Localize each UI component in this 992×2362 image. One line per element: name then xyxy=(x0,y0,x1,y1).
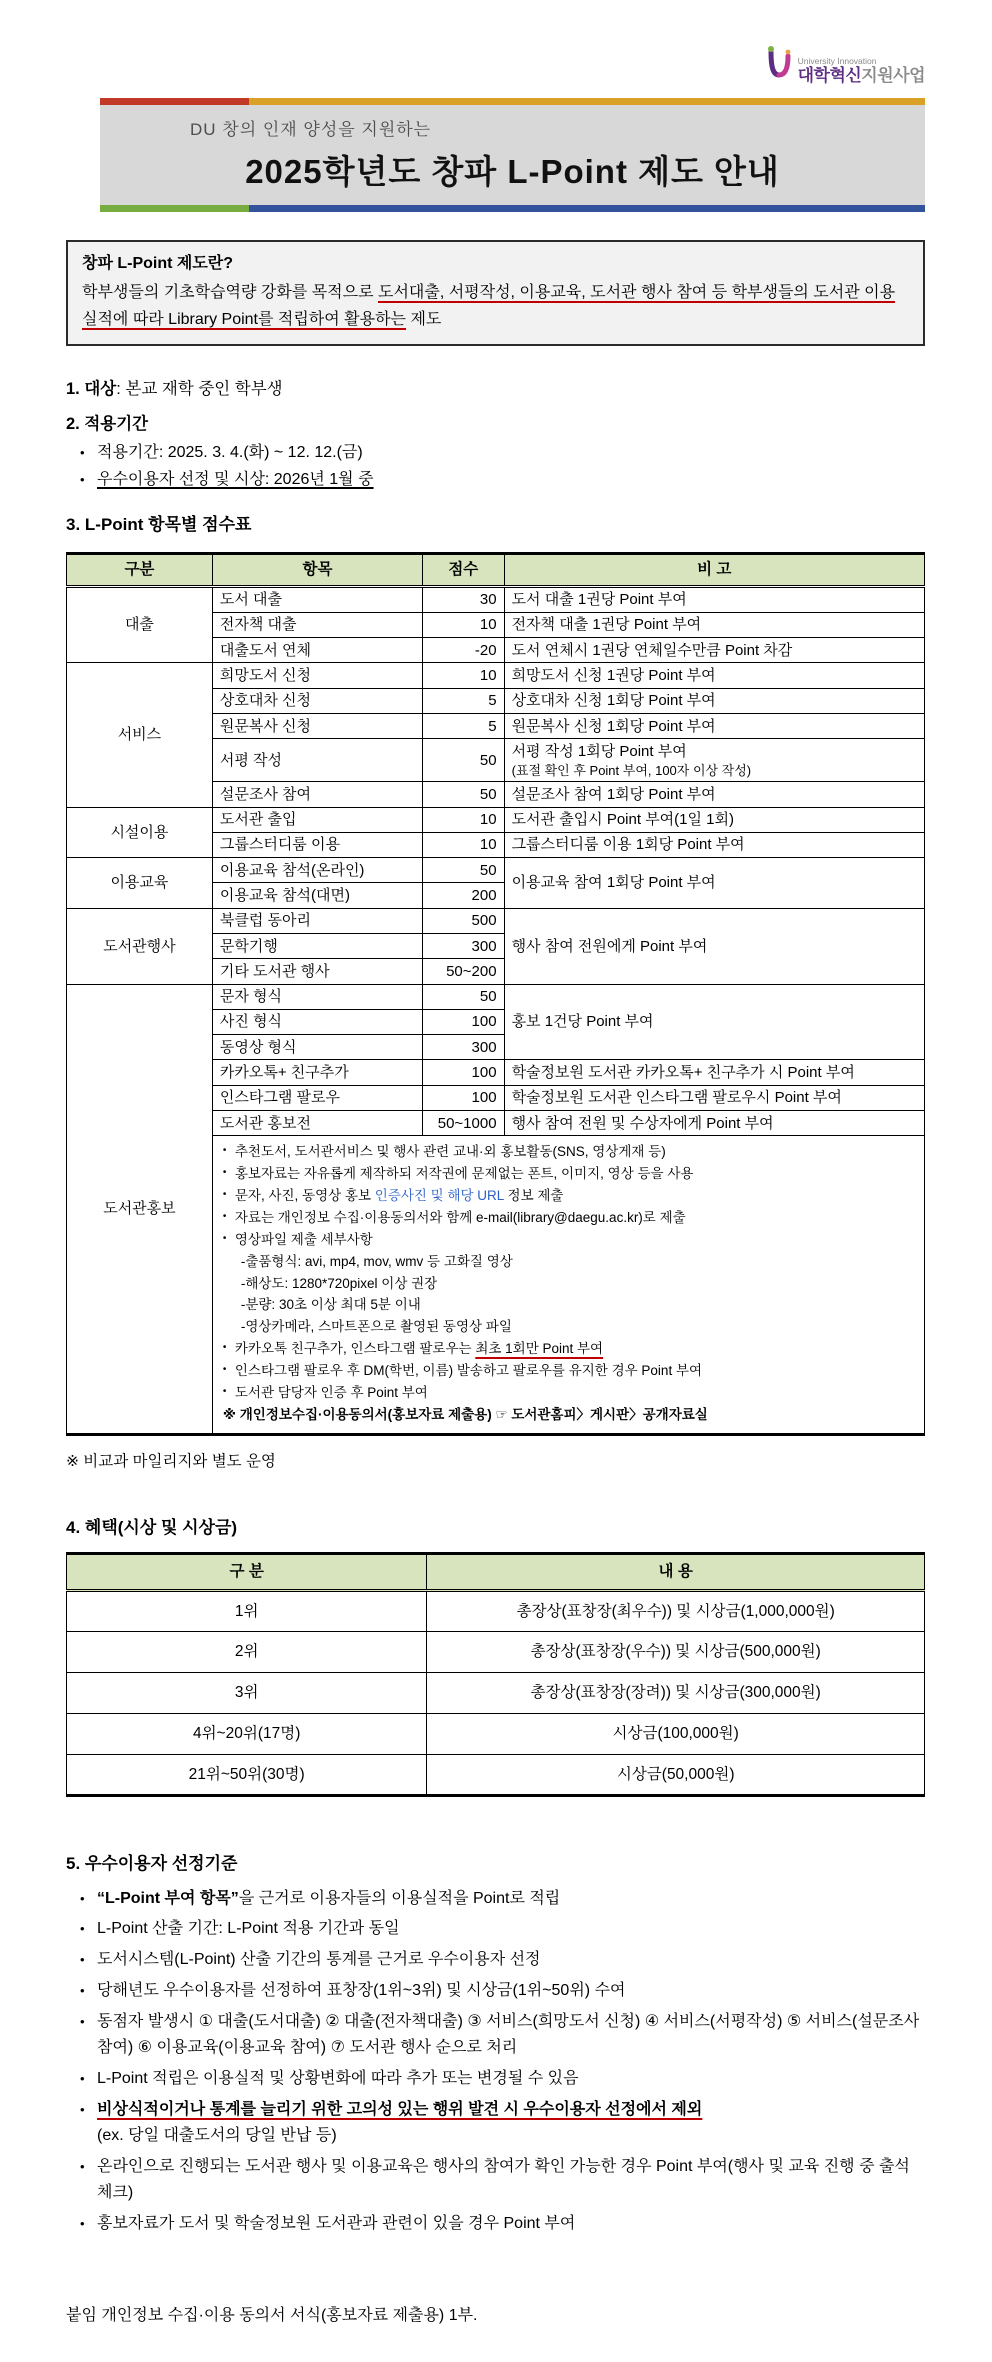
cell-score: 30 xyxy=(423,586,505,612)
cell-score: 50~200 xyxy=(423,959,505,984)
cell-score: 500 xyxy=(423,908,505,933)
bullet-text: 당해년도 우수이용자를 선정하여 표창장(1위~3위) 및 시상금(1위~50위) 수여 xyxy=(97,1982,626,2000)
cell-rank: 2위 xyxy=(67,1632,427,1673)
note-line xyxy=(223,1360,916,1382)
note-text xyxy=(235,1185,564,1207)
bullet-criteria xyxy=(80,2154,925,2206)
bullet-criteria xyxy=(80,2009,925,2061)
bullet-criteria-exclusion xyxy=(80,2097,925,2149)
cell-content: 총장상(표창장(최우수)) 및 시상금(1,000,000원) xyxy=(427,1591,925,1632)
cell-score: 50 xyxy=(423,739,505,782)
table-row xyxy=(67,984,925,1009)
col-header-score: 점수 xyxy=(423,553,505,586)
cell-content: 총장상(표창장(우수)) 및 시상금(500,000원) xyxy=(427,1632,925,1673)
cell-score: 300 xyxy=(423,934,505,959)
cell-score: 10 xyxy=(423,663,505,688)
benefits-table xyxy=(66,1552,925,1797)
cell-item: 문자 형식 xyxy=(212,984,422,1009)
section4-heading: 4. 혜택(시상 및 시상금) xyxy=(66,1517,238,1537)
bullet-criteria xyxy=(80,1916,925,1942)
attachment-note: 붙임 개인정보 수집·이용 동의서 서식(홍보자료 제출용) 1부. xyxy=(66,2307,478,2325)
note-line xyxy=(223,1207,916,1229)
note-subline: -분량: 30초 이상 최대 5분 이내 xyxy=(240,1297,421,1313)
bullet-icon: • xyxy=(222,1385,227,1397)
bullet-award-schedule xyxy=(80,467,925,494)
note-line xyxy=(223,1382,916,1404)
cell-remark-review xyxy=(504,739,924,782)
cell-remark-merged: 이용교육 참여 1회당 Point 부여 xyxy=(504,858,924,909)
note-subline: -영상카메라, 스마트폰으로 촬영된 동영상 파일 xyxy=(240,1319,512,1335)
group-label-service: 서비스 xyxy=(67,663,213,807)
note-text xyxy=(235,1338,603,1360)
section3-heading: 3. L-Point 항목별 점수표 xyxy=(66,515,252,535)
table-row xyxy=(67,586,925,612)
benefits-header-row xyxy=(67,1554,925,1591)
bullet-text xyxy=(97,1886,560,1912)
bullet-criteria xyxy=(80,1947,925,1973)
university-innovation-logo xyxy=(764,45,925,86)
section2-heading: 2. 적용기간 xyxy=(66,414,149,433)
table-row xyxy=(67,1673,925,1714)
bullet-icon: • xyxy=(80,1921,85,1937)
cell-remark: 도서 연체시 1권당 연체일수만큼 Point 차감 xyxy=(504,638,924,663)
intro-body xyxy=(82,279,909,333)
note-text: 인스타그램 팔로우 후 DM(학번, 이름) 발송하고 팔로우를 유지한 경우 Point 부여 xyxy=(234,1362,703,1378)
cell-item: 동영상 형식 xyxy=(212,1035,422,1060)
bullet-criteria xyxy=(80,2211,925,2237)
group-label-education: 이용교육 xyxy=(67,858,213,909)
cell-remark: 원문복사 신청 1회당 Point 부여 xyxy=(504,714,924,739)
cell-score: 50 xyxy=(423,984,505,1009)
bullet-text-example: (ex. 당일 대출도서의 당일 반납 등) xyxy=(97,2126,337,2144)
remark-main: 서평 작성 1회당 Point 부여 xyxy=(511,742,687,760)
cell-score: 50~1000 xyxy=(423,1111,505,1136)
bullet-text: 온라인으로 진행되는 도서관 행사 및 이용교육은 행사의 참여가 확인 가능한 경우 Point 부여(행사 및 교육 진행 중 출석 체크) xyxy=(97,2157,910,2201)
section5-heading: 5. 우수이용자 선정기준 xyxy=(66,1854,238,1874)
cell-item: 이용교육 참석(온라인) xyxy=(212,858,422,883)
intro-box xyxy=(66,240,925,346)
bullet-icon: • xyxy=(80,472,85,488)
cell-remark: 희망도서 신청 1권당 Point 부여 xyxy=(504,663,924,688)
note-subline: -출품형식: avi, mp4, mov, wmv 등 고화질 영상 xyxy=(240,1253,513,1269)
bullet-icon: • xyxy=(80,445,85,461)
banner-subtitle: DU 창의 인재 양성을 지원하는 xyxy=(190,120,432,139)
cell-item: 상호대차 신청 xyxy=(212,688,422,713)
bullet-icon: • xyxy=(80,1952,85,1968)
bullet-text: L-Point 산출 기간: L-Point 적용 기간과 동일 xyxy=(97,1920,400,1938)
page-title: 2025학년도 창파 L-Point 제도 안내 xyxy=(245,153,780,190)
banner-bar-blue xyxy=(249,205,926,212)
cell-item: 원문복사 신청 xyxy=(212,714,422,739)
bullet-text: 도서시스템(L-Point) 산출 기간의 통계를 근거로 우수이용자 선정 xyxy=(97,1951,541,1969)
group-label-promotion: 도서관홍보 xyxy=(67,984,213,1434)
table-row xyxy=(67,1714,925,1755)
cell-score: 100 xyxy=(423,1060,505,1085)
table-row xyxy=(67,1632,925,1673)
note-text-pre: 카카오톡 친구추가, 인스타그램 팔로우는 xyxy=(234,1341,476,1357)
cell-rank: 3위 xyxy=(67,1673,427,1714)
col-header-item: 항목 xyxy=(212,553,422,586)
note-line-privacy: ※ 개인정보수집·이용동의서(홍보자료 제출용) ☞ 도서관홈피〉게시판〉공개자료실 xyxy=(222,1406,708,1422)
table-row xyxy=(67,858,925,883)
bullet-criteria xyxy=(80,1978,925,2004)
cell-remark: 전자책 대출 1권당 Point 부여 xyxy=(504,612,924,637)
cell-item: 도서 대출 xyxy=(212,586,422,612)
cell-score: 5 xyxy=(423,714,505,739)
col-header-remark: 비 고 xyxy=(504,553,924,586)
university-innovation-logo-icon xyxy=(764,45,794,86)
bullet-text: 적용기간: 2025. 3. 4.(화) ~ 12. 12.(금) xyxy=(97,444,363,462)
logo-brand-primary: 대학혁신 xyxy=(797,66,862,86)
table-row xyxy=(67,663,925,688)
bullet-criteria xyxy=(80,2066,925,2092)
cell-item: 인스타그램 팔로우 xyxy=(212,1085,422,1110)
note-text-underlined: 최초 1회만 Point 부여 xyxy=(475,1341,604,1357)
col-header-category: 구분 xyxy=(67,553,213,586)
bullet-icon: • xyxy=(80,1983,85,1999)
cell-item: 설문조사 참여 xyxy=(212,782,422,807)
intro-heading: 창파 L-Point 제도란? xyxy=(82,255,234,272)
cell-remark: 상호대차 신청 1회당 Point 부여 xyxy=(504,688,924,713)
bullet-icon: • xyxy=(222,1145,227,1157)
cell-remark: 설문조사 참여 1회당 Point 부여 xyxy=(504,782,924,807)
bullet-icon: • xyxy=(80,2215,85,2231)
banner-top-bar xyxy=(100,98,925,105)
intro-body-pre: 학부생들의 기초학습역량 강화를 목적으로 xyxy=(82,284,378,302)
logo-text-block xyxy=(798,57,925,86)
bullet-icon: • xyxy=(222,1232,227,1244)
bullet-icon: • xyxy=(80,2070,85,2086)
col-header-rank: 구 분 xyxy=(67,1554,427,1591)
cell-score: 100 xyxy=(423,1085,505,1110)
section1-text: : 본교 재학 중인 학부생 xyxy=(116,379,283,398)
note-line xyxy=(223,1185,916,1207)
cell-item: 대출도서 연체 xyxy=(212,638,422,663)
banner-bar-gold xyxy=(249,98,926,105)
section2-bullets xyxy=(80,440,925,494)
note-text-pre: 문자, 사진, 동영상 홍보 xyxy=(234,1188,375,1204)
cell-item: 그룹스터디룸 이용 xyxy=(212,832,422,857)
note-text: 추천도서, 도서관서비스 및 행사 관련 교내·외 홍보활동(SNS, 영상게재 등) xyxy=(234,1144,666,1160)
note-text: 자료는 개인정보 수집·이용동의서와 함께 e-mail(library@daegu.ac.kr)로 제출 xyxy=(234,1209,686,1225)
bullet-icon: • xyxy=(80,2158,85,2174)
note-text-blue: 인증사진 및 해당 URL xyxy=(374,1188,504,1204)
cell-remark: 학술정보원 도서관 카카오톡+ 친구추가 시 Point 부여 xyxy=(504,1060,924,1085)
cell-item: 도서관 출입 xyxy=(212,807,422,832)
note-text: 영상파일 제출 세부사항 xyxy=(234,1231,373,1247)
cell-item: 문학기행 xyxy=(212,934,422,959)
cell-rank: 21위~50위(30명) xyxy=(67,1755,427,1796)
bullet-apply-period xyxy=(80,440,925,467)
logo-brand-secondary: 지원사업 xyxy=(861,66,925,86)
col-header-content: 내 용 xyxy=(427,1554,925,1591)
note-line xyxy=(223,1163,916,1185)
cell-score: -20 xyxy=(423,638,505,663)
points-table-header-row xyxy=(67,553,925,586)
cell-content: 총장상(표창장(장려)) 및 시상금(300,000원) xyxy=(427,1673,925,1714)
bullet-text-rest: 을 근거로 이용자들의 이용실적을 Point로 적립 xyxy=(238,1889,561,1907)
table-row xyxy=(67,908,925,933)
group-label-events: 도서관행사 xyxy=(67,908,213,984)
title-banner xyxy=(100,98,925,212)
header-logo-row xyxy=(66,42,925,86)
bullet-criteria xyxy=(80,1886,925,1912)
cell-content: 시상금(100,000원) xyxy=(427,1714,925,1755)
cell-remark: 행사 참여 전원 및 수상자에게 Point 부여 xyxy=(504,1111,924,1136)
bullet-icon: • xyxy=(80,2014,85,2030)
promotion-notes-cell xyxy=(212,1136,924,1434)
cell-item: 카카오톡+ 친구추가 xyxy=(212,1060,422,1085)
bullet-text-bold: “L-Point 부여 항목” xyxy=(97,1889,239,1907)
cell-score: 300 xyxy=(423,1035,505,1060)
note-line xyxy=(223,1229,916,1251)
bullet-text: L-Point 적립은 이용실적 및 상황변화에 따라 추가 또는 변경될 수 있음 xyxy=(97,2069,579,2087)
table-footnote: ※ 비교과 마일리지와 별도 운영 xyxy=(66,1452,276,1470)
logo-caption: University Innovation xyxy=(797,55,877,66)
bullet-icon: • xyxy=(222,1363,227,1375)
table-row xyxy=(67,807,925,832)
cell-score: 10 xyxy=(423,612,505,637)
bullet-icon: • xyxy=(222,1210,227,1222)
cell-item: 희망도서 신청 xyxy=(212,663,422,688)
bullet-text: 우수이용자 선정 및 시상: 2026년 1월 중 xyxy=(97,471,374,489)
bullet-icon: • xyxy=(80,1890,85,1906)
cell-remark-merged: 행사 참여 전원에게 Point 부여 xyxy=(504,908,924,984)
cell-item: 서평 작성 xyxy=(212,739,422,782)
group-label-facility: 시설이용 xyxy=(67,807,213,858)
bullet-text xyxy=(97,2097,702,2149)
section1-target xyxy=(66,376,925,402)
intro-body-underlined: 도서대출, 서평작성, 이용교육, 도서관 행사 참여 등 학부생들의 도서관 이용실적에 따라 Library Point를 적립하여 활용하는 xyxy=(82,284,896,329)
cell-item: 북클럽 동아리 xyxy=(212,908,422,933)
logo-brand xyxy=(798,66,925,85)
cell-score: 10 xyxy=(423,832,505,857)
banner-body xyxy=(100,105,925,205)
bullet-icon: • xyxy=(80,2101,85,2117)
note-text: 홍보자료는 자유롭게 제작하되 저작권에 문제없는 폰트, 이미지, 영상 등을 사용 xyxy=(234,1166,694,1182)
bullet-text: 동점자 발생시 ① 대출(도서대출) ② 대출(전자책대출) ③ 서비스(희망도서 신청) ④ 서비스(서평작성) ⑤ 서비스(설문조사 참여) ⑥ 이용교육(이용교육 참여) ⑦ 도서관 행사 순으로 처리 xyxy=(97,2013,920,2057)
table-row xyxy=(67,1591,925,1632)
cell-score: 100 xyxy=(423,1009,505,1034)
banner-bottom-bar xyxy=(100,205,925,212)
note-line xyxy=(223,1141,916,1163)
bullet-icon: • xyxy=(222,1342,227,1354)
cell-score: 50 xyxy=(423,782,505,807)
cell-item: 도서관 홍보전 xyxy=(212,1111,422,1136)
cell-item: 기타 도서관 행사 xyxy=(212,959,422,984)
note-text: 도서관 담당자 인증 후 Point 부여 xyxy=(234,1384,428,1400)
cell-remark: 학술정보원 도서관 인스타그램 팔로우시 Point 부여 xyxy=(504,1085,924,1110)
cell-score: 50 xyxy=(423,858,505,883)
cell-remark-merged: 홍보 1건당 Point 부여 xyxy=(504,984,924,1060)
note-subline: -해상도: 1280*720pixel 이상 권장 xyxy=(240,1275,438,1291)
section5-bullets xyxy=(80,1886,925,2237)
cell-item: 이용교육 참석(대면) xyxy=(212,883,422,908)
note-line xyxy=(223,1338,916,1360)
cell-remark: 그룹스터디룸 이용 1회당 Point 부여 xyxy=(504,832,924,857)
bullet-text: 홍보자료가 도서 및 학술정보원 도서관과 관련이 있을 경우 Point 부여 xyxy=(97,2214,576,2232)
remark-sub: (표절 확인 후 Point 부여, 100자 이상 작성) xyxy=(511,763,752,779)
note-text-post: 정보 제출 xyxy=(503,1188,564,1204)
cell-remark: 도서 대출 1권당 Point 부여 xyxy=(504,586,924,612)
cell-item: 전자책 대출 xyxy=(212,612,422,637)
banner-bar-red xyxy=(100,98,249,105)
cell-score: 10 xyxy=(423,807,505,832)
cell-rank: 4위~20위(17명) xyxy=(67,1714,427,1755)
cell-score: 5 xyxy=(423,688,505,713)
cell-rank: 1위 xyxy=(67,1591,427,1632)
intro-body-post: 제도 xyxy=(406,311,442,329)
table-row xyxy=(67,1755,925,1796)
cell-score: 200 xyxy=(423,883,505,908)
points-table xyxy=(66,552,925,1436)
section1-label: 1. 대상 xyxy=(66,379,117,398)
cell-remark: 도서관 출입시 Point 부여(1일 1회) xyxy=(504,807,924,832)
cell-item: 사진 형식 xyxy=(212,1009,422,1034)
bullet-text-underlined: 비상식적이거나 통계를 늘리기 위한 고의성 있는 행위 발견 시 우수이용자 선정에서 제외 xyxy=(97,2100,703,2118)
banner-bar-green xyxy=(100,205,249,212)
bullet-icon: • xyxy=(222,1189,227,1201)
group-label-loan: 대출 xyxy=(67,586,213,663)
cell-content: 시상금(50,000원) xyxy=(427,1755,925,1796)
bullet-icon: • xyxy=(222,1167,227,1179)
